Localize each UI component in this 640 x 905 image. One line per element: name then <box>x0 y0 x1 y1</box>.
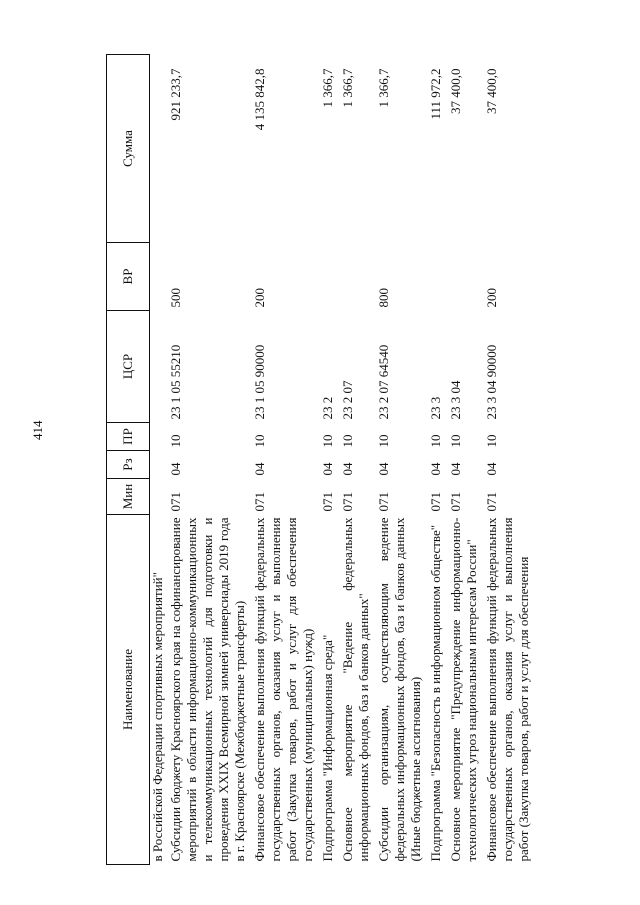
cell-pr: 10 <box>448 434 463 448</box>
cell-name: Субсидии бюджету Красноярского края на софинансирование мероприятий в области информационно-коммуникационных и телекоммуникационных технологий для подготовки и проведения XXIX Всемирной зимней универсиады 2019 года в г. Красноярске (Межбюджетные трансферты) <box>168 517 247 862</box>
cell-name: Основное мероприятие "Предупреждение информационно-технологических угроз национальным интересам России" <box>448 517 479 862</box>
cell-pr: 10 <box>484 434 499 448</box>
cell-min: 071 <box>320 492 335 512</box>
cell-sum: 4 135 842,8 <box>252 68 267 131</box>
cell-name: Подпрограмма "Информационная среда" <box>320 634 335 862</box>
rotated-page <box>106 55 606 865</box>
cell-min: 071 <box>340 492 355 512</box>
cell-csr: 23 3 04 <box>448 380 463 420</box>
carryover-text: в Российской Федерации спортивных мероприятий" <box>150 572 165 862</box>
header-csr: ЦСР <box>107 311 150 423</box>
cell-rz: 04 <box>252 462 267 476</box>
cell-min: 071 <box>448 492 463 512</box>
cell-pr: 10 <box>340 434 355 448</box>
cell-name: Финансовое обеспечение выполнения функций федеральных государственных органов, оказания услуг и выполнения работ (Закупка товаров, работ и услуг для обеспечения государственных (муниципальных) нужд) <box>252 517 315 862</box>
cell-vr: 200 <box>484 288 499 308</box>
header-min: Мин <box>107 479 150 515</box>
cell-rz: 04 <box>448 462 463 476</box>
cell-pr: 10 <box>376 434 391 448</box>
cell-vr <box>318 243 338 311</box>
cell-name: Основное мероприятие "Ведение федеральных информационных фондов, баз и банков данных" <box>340 517 371 862</box>
cell-rz: 04 <box>484 462 499 476</box>
cell-rz: 04 <box>340 462 355 476</box>
table-header-row <box>107 55 150 865</box>
cell-min: 071 <box>252 492 267 512</box>
header-name: Наименование <box>107 515 150 865</box>
cell-min: 071 <box>484 492 499 512</box>
header-sum: Сумма <box>107 55 150 243</box>
cell-vr <box>426 243 446 311</box>
cell-name: Субсидии организациям, осуществляющим ведение федеральных информационных фондов, баз и банков данных (Иные бюджетные ассигнования) <box>376 517 423 862</box>
table-row <box>166 55 250 865</box>
cell-vr: 800 <box>376 288 391 308</box>
cell-vr <box>338 243 374 311</box>
cell-csr: 23 1 05 55210 <box>168 344 183 420</box>
cell-sum: 921 233,7 <box>168 68 183 121</box>
table-row <box>250 55 318 865</box>
cell-rz: 04 <box>320 462 335 476</box>
cell-name: Подпрограмма "Безопасность в информационном обществе" <box>428 524 443 862</box>
cell-sum: 1 366,7 <box>340 68 355 108</box>
table-row <box>446 55 482 865</box>
cell-sum: 37 400,0 <box>484 68 499 114</box>
cell-sum: 1 366,7 <box>320 68 335 108</box>
table-row <box>318 55 338 865</box>
table-row <box>426 55 446 865</box>
header-pr: ПР <box>107 423 150 451</box>
cell-csr: 23 2 <box>320 396 335 420</box>
cell-csr: 23 3 <box>428 396 443 420</box>
cell-vr: 500 <box>168 288 183 308</box>
cell-csr: 23 2 07 64540 <box>376 344 391 420</box>
cell-rz: 04 <box>428 462 443 476</box>
header-vr: ВР <box>107 243 150 311</box>
cell-pr: 10 <box>428 434 443 448</box>
page-number: 414 <box>30 420 45 440</box>
cell-pr: 10 <box>320 434 335 448</box>
budget-table <box>106 54 534 865</box>
cell-vr: 200 <box>252 288 267 308</box>
cell-pr: 10 <box>252 434 267 448</box>
header-rz: Рз <box>107 451 150 479</box>
cell-rz: 04 <box>376 462 391 476</box>
cell-sum: 37 400,0 <box>448 68 463 114</box>
cell-csr: 23 2 07 <box>340 380 355 420</box>
cell-rz: 04 <box>168 462 183 476</box>
table-row <box>338 55 374 865</box>
cell-sum: 111 972,2 <box>428 68 443 120</box>
carryover-row <box>150 55 167 865</box>
cell-name: Финансовое обеспечение выполнения функций федеральных государственных органов, оказания услуг и выполнения работ (Закупка товаров, работ и услуг для обеспечения <box>484 517 531 862</box>
cell-min: 071 <box>428 492 443 512</box>
cell-csr: 23 3 04 90000 <box>484 344 499 420</box>
cell-min: 071 <box>168 492 183 512</box>
cell-vr <box>446 243 482 311</box>
cell-sum: 1 366,7 <box>376 68 391 108</box>
table-row <box>374 55 426 865</box>
cell-pr: 10 <box>168 434 183 448</box>
table-row <box>482 55 534 865</box>
cell-min: 071 <box>376 492 391 512</box>
cell-csr: 23 1 05 90000 <box>252 344 267 420</box>
